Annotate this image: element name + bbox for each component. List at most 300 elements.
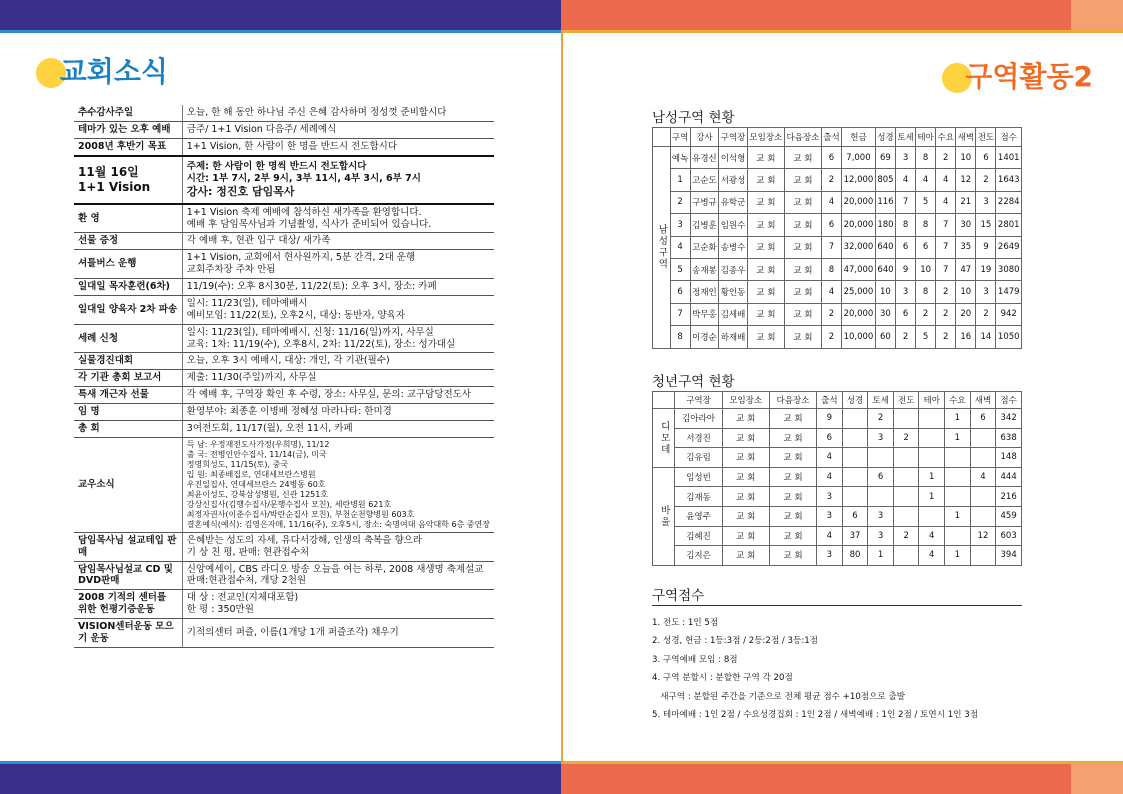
announcement-line: 오늘, 오후 3시 예배시, 대상: 개인, 각 기관(필수) [186,355,390,367]
announcement-row [74,404,494,421]
announcements-table [74,105,494,648]
men-cell: 640 [875,236,895,258]
announcement-row [74,561,494,590]
youth-cell: 80 [842,546,868,566]
youth-cell [919,428,945,448]
top-stripe-left [0,30,561,33]
announcement-key: 특새 개근자 선물 [74,387,182,404]
announcement-line: 주제: 한 사람이 한 명씩 반드시 전도합시다 [186,160,367,172]
announcement-row [74,590,494,619]
youth-cell: 6 [868,467,894,487]
youth-cell: 2 [868,409,894,429]
men-cell: 이석형 [719,147,748,169]
men-cell: 고순화 [690,236,719,258]
announcement-line: 은혜받는 성도의 자세, 유다서강해, 인생의 축복을 향으라 [186,534,423,546]
youth-cell: 603 [996,526,1022,546]
men-column-header: 강사 [690,128,719,147]
men-cell: 서광성 [719,169,748,191]
men-cell: 20,000 [842,214,876,236]
announcement-key: 일대일 목자훈련(6차) [74,279,182,296]
youth-cell: 윤영주 [675,506,722,526]
youth-cell [945,467,971,487]
youth-cell: 1 [945,546,971,566]
men-cell: 12 [956,169,976,191]
announcement-line: 1+1 Vision, 한 사람이 한 명을 반드시 전도합시다 [186,140,398,152]
youth-side-header [653,392,675,409]
youth-cell: 6 [842,506,868,526]
announcement-key: 11월 16일 1+1 Vision [74,156,182,204]
announcement-line: 기 상 친 평, 판매: 현관접수처 [186,546,310,558]
men-cell: 7 [670,303,690,325]
men-cell: 교 회 [784,326,821,348]
youth-cell [945,448,971,468]
announcement-key: VISION센터운동 모으기 운동 [74,619,182,648]
men-column-header: 점수 [996,128,1022,147]
men-cell: 7 [936,236,956,258]
announcement-value [182,353,494,370]
men-cell: 5 [916,326,936,348]
youth-row [653,546,1022,566]
bottom-stripe-left [0,761,561,764]
youth-cell: 1 [945,428,971,448]
youth-cell: 교 회 [722,448,769,468]
men-cell: 8 [821,258,841,280]
announcement-value [182,105,494,121]
men-cell: 5 [670,258,690,280]
youth-cell: 2 [893,428,919,448]
men-column-header: 다음장소 [784,128,821,147]
men-cell: 2 [916,303,936,325]
men-cell: 30 [956,214,976,236]
men-cell: 6 [976,147,996,169]
men-cell: 교 회 [747,326,784,348]
men-cell: 6 [916,236,936,258]
youth-cell: 394 [996,546,1022,566]
men-column-header: 모임장소 [747,128,784,147]
announcement-line: 3여전도회, 11/17(월), 오전 11시, 카페 [186,422,353,434]
men-cell: 8 [895,214,915,236]
men-cell: 임원수 [719,214,748,236]
youth-column-header: 점수 [996,392,1022,409]
men-cell: 20,000 [842,191,876,213]
announcement-line: 1+1 Vision, 교회에서 현사원까지, 5분 간격, 2대 운행 [186,252,416,264]
men-cell: 1401 [996,147,1022,169]
men-cell: 10,000 [842,326,876,348]
men-cell: 2 [821,303,841,325]
youth-group-label: 바울 [653,467,675,565]
district-activity-logo [942,55,1093,95]
men-cell: 14 [976,326,996,348]
men-cell: 20 [956,303,976,325]
men-cell: 교 회 [747,281,784,303]
youth-cell [868,487,894,507]
youth-cell: 교 회 [722,467,769,487]
announcement-value [182,387,494,404]
announcement-row [74,619,494,648]
men-cell: 4 [670,236,690,258]
announcement-row [74,437,494,532]
announcement-line: 한 평 : 350만원 [186,604,254,616]
youth-cell [919,409,945,429]
men-column-header: 출석 [821,128,841,147]
announcement-line: 강상신집사(김행수집사/문행수집사 모친), 세란병원 621호 [186,499,392,509]
youth-cell [970,448,996,468]
men-cell: 교 회 [784,214,821,236]
announcement-value [182,420,494,437]
announcement-line: 일시: 11/23(일), 테마예배시 [186,297,308,309]
score-rules-list [652,614,978,724]
youth-row [653,506,1022,526]
youth-cell: 교 회 [769,467,816,487]
youth-cell: 4 [817,467,843,487]
men-cell: 3 [670,214,690,236]
youth-cell: 1 [868,546,894,566]
announcement-row [74,250,494,279]
score-rule-line: 5. 테마예배 : 1인 2점 / 수요성경집회 : 1인 2점 / 새벽예배 : 1인 2점 / 토연시 1인 3점 [652,710,979,721]
youth-cell [893,506,919,526]
men-cell: 47,000 [842,258,876,280]
announcement-line: 신앙예세이, CBS 라디오 방송 오늘을 여는 하루, 2008 새생명 축제설교 [186,563,484,575]
announcement-row [74,532,494,561]
youth-cell: 김혜진 [675,526,722,546]
score-rule-line: 새구역 : 분할된 주간을 기준으로 전체 평균 점수 +10점으로 출발 [652,691,906,702]
announcement-row [74,324,494,353]
men-cell: 20,000 [842,303,876,325]
youth-column-header: 다음장소 [769,392,816,409]
men-cell: 3 [976,281,996,303]
men-cell: 교 회 [747,147,784,169]
men-column-header: 새벽 [956,128,976,147]
announcement-row [74,295,494,324]
announcement-line: 정명희성도, 11/15(토), 중국 [186,459,289,469]
youth-cell [868,448,894,468]
youth-row [653,409,1022,429]
announcement-key: 추수감사주일 [74,105,182,121]
youth-cell: 교 회 [722,546,769,566]
men-cell: 교 회 [784,281,821,303]
men-cell: 10 [956,281,976,303]
score-rule-line: 1. 전도 : 1인 5점 [652,618,719,628]
men-cell: 7 [936,214,956,236]
men-column-header: 구역장 [719,128,748,147]
youth-cell: 6 [817,428,843,448]
men-cell: 942 [996,303,1022,325]
score-rule-line: 2. 성경, 헌금 : 1등:3점 / 2등:2점 / 3등:1점 [652,636,818,647]
announcement-line: 환영부야: 최종훈 이병배 정혜성 마라나타: 한미경 [186,406,392,417]
men-cell: 6 [895,236,915,258]
youth-cell: 임성빈 [675,467,722,487]
men-row [653,303,1022,325]
men-cell: 유학군 [719,191,748,213]
men-cell: 교 회 [784,303,821,325]
youth-column-header: 토세 [868,392,894,409]
score-rule-line: 4. 구역 분할시 : 분할한 구역 각 20점 [652,673,793,684]
announcement-key: 담임목사님설교 CD 및 DVD판매 [74,561,182,590]
men-cell: 2 [936,303,956,325]
men-cell: 교 회 [747,303,784,325]
men-row [653,191,1022,213]
youth-cell [945,487,971,507]
men-header-row [653,128,1022,147]
announcement-key: 담임목사님 설교테입 판매 [74,532,182,561]
announcement-value [182,156,494,204]
men-cell: 16 [956,326,976,348]
announcement-row [74,121,494,138]
men-cell: 유경신 [690,147,719,169]
youth-cell: 6 [970,409,996,429]
men-cell: 19 [976,258,996,280]
men-cell: 예녹 [670,147,690,169]
announcement-value [182,121,494,138]
score-rule [652,605,1022,606]
announcement-key: 일대일 양육자 2차 파송 [74,295,182,324]
men-cell: 2 [936,147,956,169]
men-cell: 교 회 [784,258,821,280]
announcement-line: 기적의센터 퍼즐, 이름(1개당 1개 퍼즐조각) 채우기 [186,626,399,638]
youth-cell: 1 [919,467,945,487]
announcement-key: 2008년 후반기 목표 [74,138,182,155]
men-column-header: 토세 [895,128,915,147]
youth-row [653,428,1022,448]
men-row [653,169,1022,191]
youth-row [653,448,1022,468]
youth-cell: 2 [893,526,919,546]
men-cell: 25,000 [842,281,876,303]
youth-cell: 4 [817,526,843,546]
youth-cell: 12 [970,526,996,546]
men-cell: 3 [976,191,996,213]
men-cell: 김병훈 [690,214,719,236]
men-column-header: 전도 [976,128,996,147]
men-cell: 640 [875,258,895,280]
youth-cell: 교 회 [769,409,816,429]
bottom-band-right [561,764,1123,794]
youth-cell: 교 회 [722,487,769,507]
youth-cell [842,428,868,448]
announcement-row [74,138,494,155]
announcement-value [182,138,494,155]
men-cell: 고순도 [690,169,719,191]
youth-cell: 3 [868,428,894,448]
men-cell: 2 [976,169,996,191]
announcement-row [74,156,494,204]
top-band-right [561,0,1123,30]
score-rule-line: 3. 구역예배 모임 : 8점 [652,654,738,665]
announcement-value [182,532,494,561]
announcement-value [182,370,494,387]
district-activity-logo-text: 구역활동2 [965,60,1093,93]
youth-cell [842,487,868,507]
men-row [653,281,1022,303]
men-cell: 송재봉 [690,258,719,280]
announcement-line: 대 상 : 전교인(지체대포함) [186,592,299,604]
youth-cell: 교 회 [769,448,816,468]
announcement-line: 강사: 정진호 담임목사 [186,184,295,198]
men-cell: 2 [821,326,841,348]
men-cell: 32,000 [842,236,876,258]
youth-cell: 김재동 [675,487,722,507]
youth-cell: 3 [868,506,894,526]
men-cell: 교 회 [747,258,784,280]
announcement-key: 총 회 [74,420,182,437]
men-cell: 5 [916,191,936,213]
men-cell: 1479 [996,281,1022,303]
announcement-value [182,295,494,324]
men-district-table [652,127,1022,349]
men-cell: 2 [895,326,915,348]
men-cell: 10 [875,281,895,303]
announcement-row [74,233,494,250]
announcement-line: 득 남: 우정재전도사가정(우희명), 11/12 [186,439,330,449]
youth-cell [919,506,945,526]
men-cell: 2 [670,191,690,213]
youth-row [653,467,1022,487]
announcement-line: 11/19(수): 오후 8시30분, 11/22(토): 오후 3시, 장소: 카페 [186,281,437,292]
men-cell: 3 [895,147,915,169]
announcement-key: 셔틀버스 운행 [74,250,182,279]
announcement-line: 각 예배 후, 구역장 확인 후 수령, 장소: 사무실, 문의: 교구담당전도사 [186,389,472,401]
men-cell: 4 [821,281,841,303]
announcement-line: 제출: 11/30(주일)까지, 사무실 [186,372,317,384]
men-column-header: 구역 [670,128,690,147]
top-stripe-right [561,30,1123,33]
announcement-value [182,250,494,279]
men-cell: 교 회 [784,169,821,191]
page-divider [561,30,563,764]
youth-column-header: 수요 [945,392,971,409]
announcement-line: 우진일집사, 연대세브란스 24병동 60호 [186,479,326,489]
men-cell: 9 [976,236,996,258]
score-section-title: 구역점수 [652,588,705,604]
men-row [653,236,1022,258]
youth-column-header: 새벽 [970,392,996,409]
youth-cell: 1 [919,487,945,507]
men-row [653,147,1022,169]
top-band-left [0,0,561,30]
men-cell: 6 [821,147,841,169]
announcement-row [74,105,494,121]
announcement-value [182,204,494,233]
men-cell: 3 [895,281,915,303]
youth-cell [919,448,945,468]
youth-cell: 3 [868,526,894,546]
announcement-line: 출 국: 전병인안수집사, 11/14(금), 미국 [186,449,327,459]
men-cell: 교 회 [747,191,784,213]
announcement-line: 예배 후 담임목사님과 기념촬영, 식사가 준비되어 있습니다. [186,218,432,230]
men-cell: 7 [895,191,915,213]
youth-column-header: 테아 [919,392,945,409]
youth-cell [945,526,971,546]
men-section-title: 남성구역 현황 [652,110,735,126]
men-row [653,258,1022,280]
men-side-header [653,128,671,147]
men-cell: 교 회 [784,191,821,213]
men-cell: 116 [875,191,895,213]
men-cell: 6 [821,214,841,236]
announcement-row [74,279,494,296]
announcement-line: 오늘, 한 해 동안 하나님 주신 은혜 감사하며 정성껏 준비합시다 [186,107,447,118]
youth-cell: 김지은 [675,546,722,566]
youth-cell: 교 회 [769,428,816,448]
youth-cell [842,409,868,429]
men-cell: 하재배 [719,326,748,348]
youth-section-title: 청년구역 현황 [652,374,735,390]
men-cell: 4 [895,169,915,191]
youth-cell [893,467,919,487]
men-cell: 805 [875,169,895,191]
announcement-key: 임 명 [74,404,182,421]
announcement-line: 1+1 Vision 축제 예배에 참석하신 새가족을 환영합니다. [186,206,422,218]
men-cell: 교 회 [747,169,784,191]
announcement-line: 최정자권사(이춘수집사/박란순집사 모친), 부천순천향병원 603호 [186,509,415,519]
youth-cell [842,467,868,487]
men-cell: 7 [821,236,841,258]
bottom-band-left [0,764,561,794]
men-cell: 8 [670,326,690,348]
youth-header-row [653,392,1022,409]
announcement-key: 각 기관 총회 보고서 [74,370,182,387]
youth-column-header: 구역장 [675,392,722,409]
youth-cell [970,546,996,566]
youth-cell: 김아라아 [675,409,722,429]
men-cell: 7,000 [842,147,876,169]
youth-column-header: 출석 [817,392,843,409]
men-cell: 180 [875,214,895,236]
men-cell: 4 [916,169,936,191]
men-cell: 8 [916,281,936,303]
men-cell: 2649 [996,236,1022,258]
men-cell: 교 회 [784,236,821,258]
men-cell: 2 [936,326,956,348]
men-cell: 60 [875,326,895,348]
men-cell: 4 [936,191,956,213]
men-cell: 15 [976,214,996,236]
men-row [653,326,1022,348]
men-cell: 송병수 [719,236,748,258]
announcement-row [74,387,494,404]
announcement-value [182,437,494,532]
announcement-key: 환 영 [74,204,182,233]
men-cell: 교 회 [747,214,784,236]
announcement-row [74,204,494,233]
men-cell: 교 회 [784,147,821,169]
announcement-line: 교회주차장 주차 안됨 [186,264,276,276]
announcement-line: 일시: 11/23(일), 테마예배시, 신청: 11/16(일)까지, 사무실 [186,326,434,338]
youth-cell [842,448,868,468]
youth-cell [893,546,919,566]
youth-cell: 3 [817,487,843,507]
announcement-line: 교육: 1차: 11/19(수), 오후8시, 2차: 11/22(토), 장소: 성가대실 [186,338,456,350]
church-news-logo [36,50,168,90]
announcement-row [74,353,494,370]
youth-cell [970,506,996,526]
men-cell: 2 [821,169,841,191]
youth-cell: 342 [996,409,1022,429]
announcement-line: 금주/ 1+1 Vision 다음주/ 세례예식 [186,123,337,135]
announcement-line: 결혼예식(예식): 김영은자매, 11/16(주), 오후5시, 장소: 숙명여대 음악대학 6층 중연장 [186,519,490,529]
men-cell: 이경순 [690,326,719,348]
men-column-header: 헌금 [842,128,876,147]
youth-cell: 4 [817,448,843,468]
men-cell: 4 [821,191,841,213]
youth-cell: 교 회 [769,487,816,507]
announcement-value [182,279,494,296]
youth-cell [893,448,919,468]
youth-cell: 교 회 [769,546,816,566]
youth-cell [893,409,919,429]
men-cell: 8 [916,214,936,236]
youth-cell [970,487,996,507]
